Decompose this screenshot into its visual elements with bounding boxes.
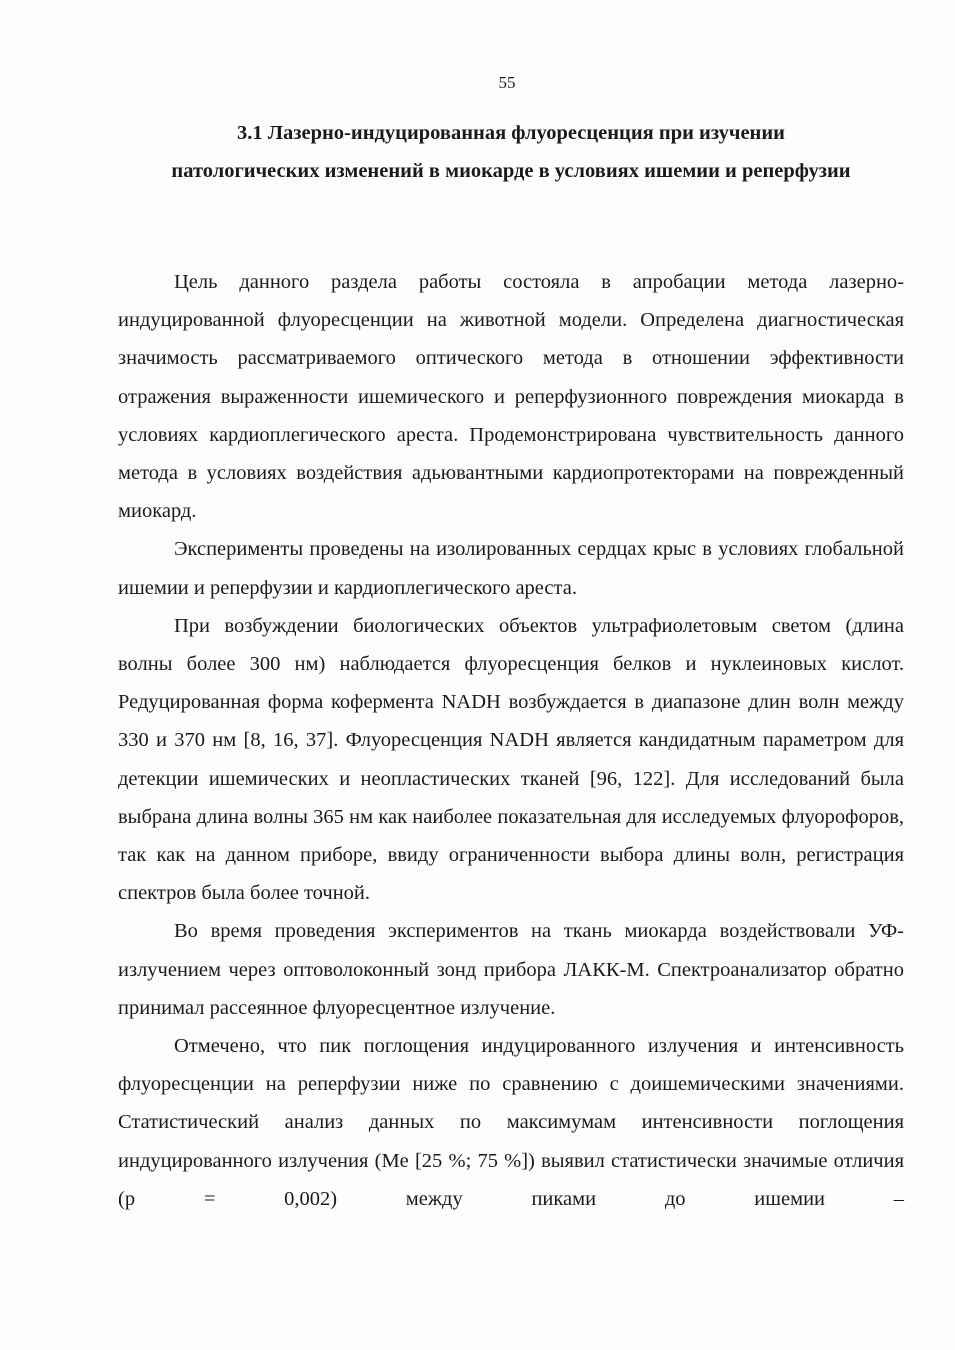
section-title xyxy=(118,114,904,190)
section-title-line-2: патологических изменений в миокарде в условиях ишемии и реперфузии xyxy=(171,160,851,182)
body-text xyxy=(118,263,904,1218)
paragraph-experiments: Эксперименты проведены на изолированных сердцах крыс в условиях глобальной ишемии и реперфузии и кардиоплегического ареста. xyxy=(118,538,904,599)
paragraph-excitation: При возбуждении биологических объектов ультрафиолетовым светом (длина волны более 300 нм) наблюдается флуоресценция белков и нуклеиновых кислот. Редуцированная форма кофермента NADH возбуждается в диапазоне длин волн между 330 и 370 нм [8, 16, 37]. Флуоресценция NADH является кандидатным параметром для детекции ишемических и неопластических тканей [96, 122]. Для исследований была выбрана длина волны 365 нм как наиболее показательная для исследуемых флуорофоров, так как на данном приборе, ввиду ограниченности выбора длины волн, регистрация спектров была более точной. xyxy=(118,614,904,905)
paragraph-results: Отмечено, что пик поглощения индуцированного излучения и интенсивность флуоресценции на реперфузии ниже по сравнению с доишемическими значениями. Статистический анализ данных по максимумам интенсивности поглощения индуцированного излучения (Me [25 %; 75 %]) выявил статистически значимые отличия (p = 0,002) между пиками до ишемии – xyxy=(118,1035,904,1210)
page-number: 55 xyxy=(498,73,516,92)
section-title-line-1: 3.1 Лазерно-индуцированная флуоресценция при изучении xyxy=(236,122,785,144)
paragraph-aim: Цель данного раздела работы состояла в апробации метода лазерно-индуцированной флуоресценции на животной модели. Определена диагностическая значимость рассматриваемого оптического метода в отношении эффективности отражения выраженности ишемического и реперфузионного повреждения миокарда в условиях кардиоплегического ареста. Продемонстрирована чувствительность данного метода в условиях воздействия адьювантными кардиопротекторами на поврежденный миокард. xyxy=(118,271,904,523)
paragraph-procedure: Во время проведения экспериментов на ткань миокарда воздействовали УФ-излучением через оптоволоконный зонд прибора ЛАКК-М. Спектроанализатор обратно принимал рассеянное флуоресцентное излучение. xyxy=(118,920,904,1019)
